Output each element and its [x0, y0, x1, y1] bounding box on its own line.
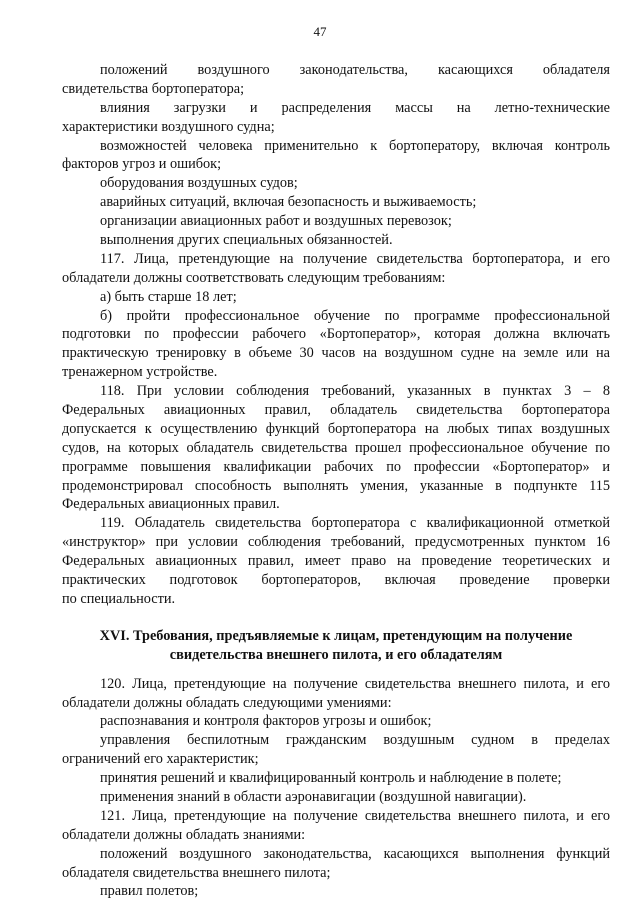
text-line: ограничений его характеристик; — [62, 751, 259, 768]
text-line: 121. Лица, претендующие на получение свидетельства внешнего пилота, и его — [100, 807, 610, 824]
text-line: выполнения других специальных обязанностей. — [100, 232, 393, 249]
text-line: по специальности. — [62, 590, 176, 607]
text-line: 117. Лица, претендующие на получение свидетельства бортоператора, и его — [100, 250, 610, 267]
text-line: Федеральных авиационных правил, имеет право на проведение теоретических и — [62, 553, 610, 570]
text-line: оборудования воздушных судов; — [100, 175, 298, 192]
text-line: факторов угроз и ошибок; — [62, 156, 222, 173]
text-line: аварийных ситуаций, включая безопасность и выживаемость; — [100, 194, 477, 211]
text-line: принятия решений и квалифицированный контроль и наблюдение в полете; — [100, 770, 562, 787]
text-line: б) пройти профессиональное обучение по программе профессиональной — [100, 307, 610, 324]
section-heading-line: XVI. Требования, предъявляемые к лицам, претендующим на получение — [99, 627, 573, 644]
text-line: тренажерном устройстве. — [62, 364, 218, 381]
section-heading — [62, 627, 610, 665]
text-line: распознавания и контроля факторов угрозы и ошибок; — [100, 713, 432, 730]
text-line: практических подготовок бортоператоров, включая проведение проверки — [62, 572, 610, 589]
text-line: обладатели должны соответствовать следующим требованиям: — [62, 269, 446, 286]
text-line: продемонстрировал способность выполнять умения, указанные в подпункте 115 — [62, 477, 610, 494]
text-line: судов, на которых обладатель свидетельства прошел профессиональное обучение по — [62, 439, 610, 456]
text-line: а) быть старше 18 лет; — [100, 288, 237, 305]
text-line: применения знаний в области аэронавигации (воздушной навигации). — [100, 788, 527, 805]
section-heading-line: свидетельства внешнего пилота, и его обладателям — [169, 646, 503, 663]
text-line: организации авиационных работ и воздушных перевозок; — [100, 213, 452, 230]
text-line: Федеральных авиационных правил, обладатель свидетельства бортоператора — [62, 402, 610, 419]
text-line: подготовки по профессии рабочего «Бортоператор», которая должна включать — [62, 326, 610, 343]
text-line: положений воздушного законодательства, касающихся обладателя — [100, 62, 610, 78]
text-line: обладателя свидетельства внешнего пилота; — [62, 864, 331, 881]
text-line: положений воздушного законодательства, касающихся выполнения функций — [100, 845, 610, 862]
text-line: «инструктор» при условии соблюдения требований, предусмотренных пунктом 16 — [62, 534, 610, 551]
text-line: обладатели должны обладать знаниями: — [62, 826, 306, 843]
text-line: возможностей человека применительно к бортоператору, включая контроль — [100, 137, 610, 154]
spacer — [62, 665, 610, 675]
document-body — [62, 61, 610, 901]
text-line: управления беспилотным гражданским воздушным судном в пределах — [100, 732, 610, 749]
text-line: правил полетов; — [100, 883, 199, 900]
text-line: 119. Обладатель свидетельства бортоператора с квалификационной отметкой — [100, 515, 610, 532]
text-line: характеристики воздушного судна; — [62, 118, 275, 135]
text-line: обладатели должны обладать следующими умениями: — [62, 694, 392, 711]
spacer — [62, 609, 610, 627]
text-block-top — [62, 61, 610, 609]
text-line: свидетельства бортоператора; — [62, 80, 245, 97]
text-line: Федеральных авиационных правил. — [62, 496, 280, 513]
text-line: влияния загрузки и распределения массы на летно-технические — [100, 99, 610, 116]
text-line: допускается к осуществлению функций бортоператора на любых типах воздушных — [62, 420, 610, 437]
text-line: практическую тренировку в объеме 30 часов на воздушном судне на земле или на — [62, 345, 610, 362]
text-line: 120. Лица, претендующие на получение свидетельства внешнего пилота, и его — [100, 675, 610, 692]
text-line: 118. При условии соблюдения требований, указанных в пунктах 3 – 8 — [100, 383, 610, 400]
text-block-bottom — [62, 675, 610, 902]
page-number: 47 — [313, 24, 327, 39]
text-line: программе повышения квалификации рабочих по профессии «Бортоператор» и — [62, 458, 610, 475]
